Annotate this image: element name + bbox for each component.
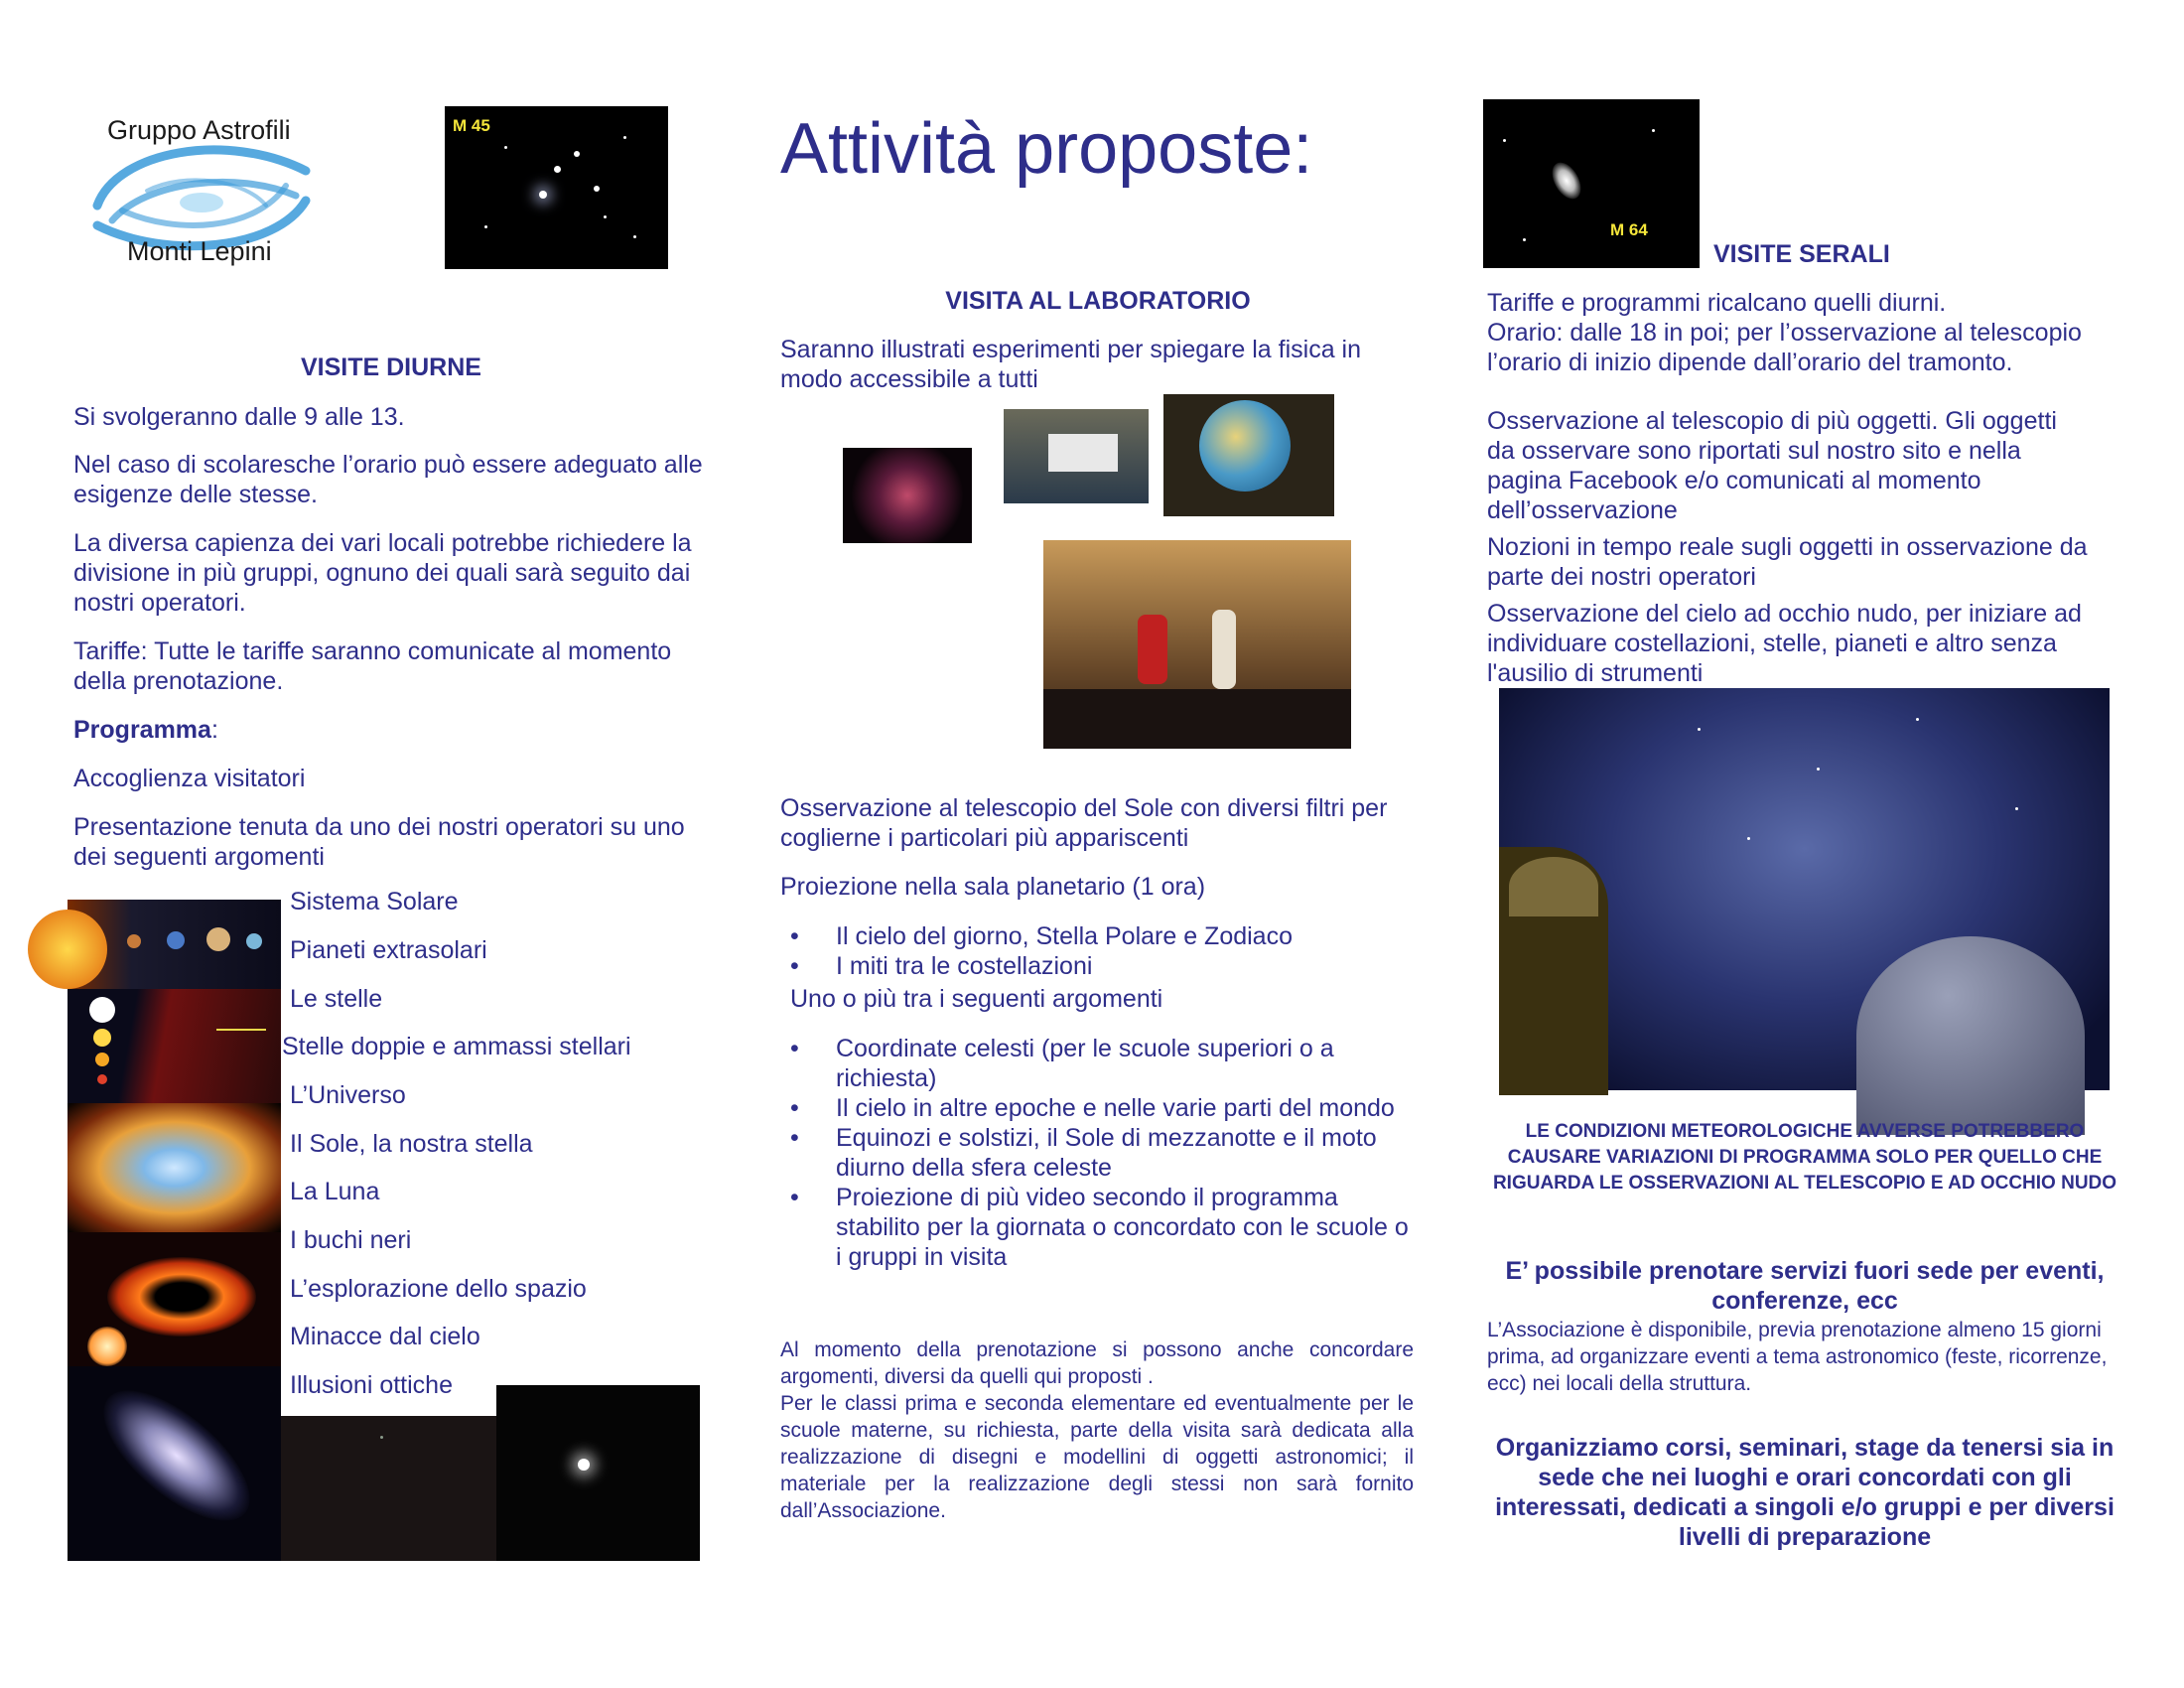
programma-label (73, 715, 709, 745)
fuori-sede-title: E’ possibile prenotare servizi fuori sede per eventi, conferenze, ecc (1505, 1257, 2105, 1315)
uno-o-piu-text: Uno o più tra i seguenti argomenti (790, 985, 1163, 1013)
lab-room-image (1043, 540, 1351, 749)
logo (77, 111, 326, 275)
topic-item: L’Universo (290, 1081, 406, 1109)
m45-photo (445, 106, 668, 269)
topic-item: La Luna (290, 1178, 380, 1205)
serali-p1: Tariffe e programmi ricalcano quelli diurni. (1487, 289, 1947, 317)
list-item: • Equinozi e solstizi, il Sole di mezzanotte e il moto diurno della sfera celeste (780, 1123, 1416, 1183)
list-item: • Proiezione di più video secondo il programma stabilito per la giornata o concordato con le scuole o i gruppi in visita (780, 1183, 1416, 1272)
universe-image (68, 1103, 281, 1232)
page-title: Attività proposte: (780, 109, 1313, 189)
list-item: • Coordinate celesti (per le scuole superiori o a richiesta) (780, 1034, 1416, 1093)
diurne-para-3: La diversa capienza dei vari locali potrebbe richiedere la divisione in più gruppi, ognuno dei quali sarà seguito dai nostri operatori. (73, 529, 692, 617)
corsi-text: Organizziamo corsi, seminari, stage da tenersi sia in sede che nei luoghi e orari concordati con gli interessati, dedicati a singoli e/o gruppi e per diversi livelli di preparazione (1495, 1434, 2115, 1551)
topic-item: Il Sole, la nostra stella (290, 1130, 533, 1158)
list-item: • I miti tra le costellazioni (780, 951, 1416, 981)
bright-star-image (496, 1385, 700, 1561)
plasma-ball-image (843, 448, 972, 543)
topic-item: Illusioni ottiche (290, 1371, 453, 1399)
m64-caption: M 64 (1610, 220, 1648, 239)
programma-word: Programma (73, 716, 211, 744)
diurne-para-4: Tariffe: Tutte le tariffe saranno comunicate al momento della prenotazione. (73, 637, 672, 695)
sole-text: Osservazione al telescopio del Sole con diversi filtri per coglierne i particolari più appariscenti (780, 794, 1388, 852)
visite-diurne-heading: VISITE DIURNE (301, 353, 481, 381)
topic-item: Sistema Solare (290, 888, 459, 915)
globe-image (1163, 394, 1334, 516)
accoglienza-text: Accoglienza visitatori (73, 765, 306, 792)
diurne-para-2: Nel caso di scolaresche l’orario può essere adeguato alle esigenze delle stesse. (73, 451, 703, 508)
fuori-sede-text: L’Associazione è disponibile, previa prenotazione almeno 15 giorni prima, ad organizzare eventi a tema astronomico (feste, ricorrenze, ecc) nei locali della struttura. (1487, 1319, 2108, 1395)
topic-item: Minacce dal cielo (290, 1323, 480, 1350)
logo-line1: Gruppo Astrofili (107, 115, 291, 145)
diurne-para-1: Si svolgeranno dalle 9 alle 13. (73, 403, 405, 431)
weather-warning: LE CONDIZIONI METEOROLOGICHE AVVERSE POTREBBERO CAUSARE VARIAZIONI DI PROGRAMMA SOLO PER QUELLO CHE RIGUARDA LE OSSERVAZIONI AL TELESCOPIO E AD OCCHIO NUDO (1492, 1121, 2117, 1194)
topic-item: I buchi neri (290, 1226, 412, 1254)
list-item: • Il cielo del giorno, Stella Polare e Zodiaco (780, 921, 1416, 951)
serali-p3: Osservazione al telescopio di più oggetti. Gli oggetti da osservare sono riportati sul nostro sito e nella pagina Facebook e/o comunicati al momento dell’osservazione (1487, 407, 2057, 524)
logo-line2: Monti Lepini (127, 236, 272, 266)
serali-p2: Orario: dalle 18 in poi; per l’osservazione al telescopio l’orario di inizio dipende dall’orario del tramonto. (1487, 319, 2082, 376)
lab-text: Saranno illustrati esperimenti per spiegare la fisica in modo accessibile a tutti (780, 336, 1362, 393)
bullets-list-1 (780, 921, 1416, 981)
topic-item: Pianeti extrasolari (290, 936, 487, 964)
proiezione-text: Proiezione nella sala planetario (1 ora) (780, 873, 1206, 901)
programma-colon: : (210, 716, 218, 744)
topic-item: L’esplorazione dello spazio (290, 1275, 587, 1303)
m64-photo (1483, 99, 1700, 268)
topic-item: Le stelle (290, 985, 383, 1013)
list-item: • Il cielo in altre epoche e nelle varie parti del mondo (780, 1093, 1416, 1123)
visite-serali-heading: VISITE SERALI (1713, 240, 1890, 268)
m45-caption: M 45 (453, 116, 490, 135)
black-hole-image (68, 1232, 281, 1366)
faint-sky-image (281, 1416, 496, 1561)
bullets-list-2 (780, 1034, 1416, 1272)
topic-item: Stelle doppie e ammassi stellari (282, 1033, 631, 1060)
andromeda-image (68, 1366, 281, 1561)
note-1: Al momento della prenotazione si possono anche concordare argomenti, diversi da quelli qui proposti . (780, 1338, 1414, 1388)
presentazione-text: Presentazione tenuta da uno dei nostri operatori su uno dei seguenti argomenti (73, 813, 685, 871)
stellar-classification-image (68, 989, 281, 1103)
serali-p4: Nozioni in tempo reale sugli oggetti in osservazione da parte dei nostri operatori (1487, 533, 2088, 591)
solar-system-image (68, 900, 281, 989)
lab-table-image (1004, 409, 1149, 503)
night-sky-observatory-image (1499, 688, 2110, 1090)
note-2: Per le classi prima e seconda elementare ed eventualmente per le scuole materne, su richiesta, parte della visita sarà dedicata alla realizzazione di disegni e modellini di oggetti astronomici; il materiale per la realizzazione degli stessi non sarà fornito dall’Associazione. (780, 1392, 1414, 1522)
serali-p5: Osservazione del cielo ad occhio nudo, per iniziare ad individuare costellazioni, stelle, pianeti e altro senza l'ausilio di strumenti (1487, 600, 2082, 687)
visita-laboratorio-heading: VISITA AL LABORATORIO (945, 287, 1251, 315)
